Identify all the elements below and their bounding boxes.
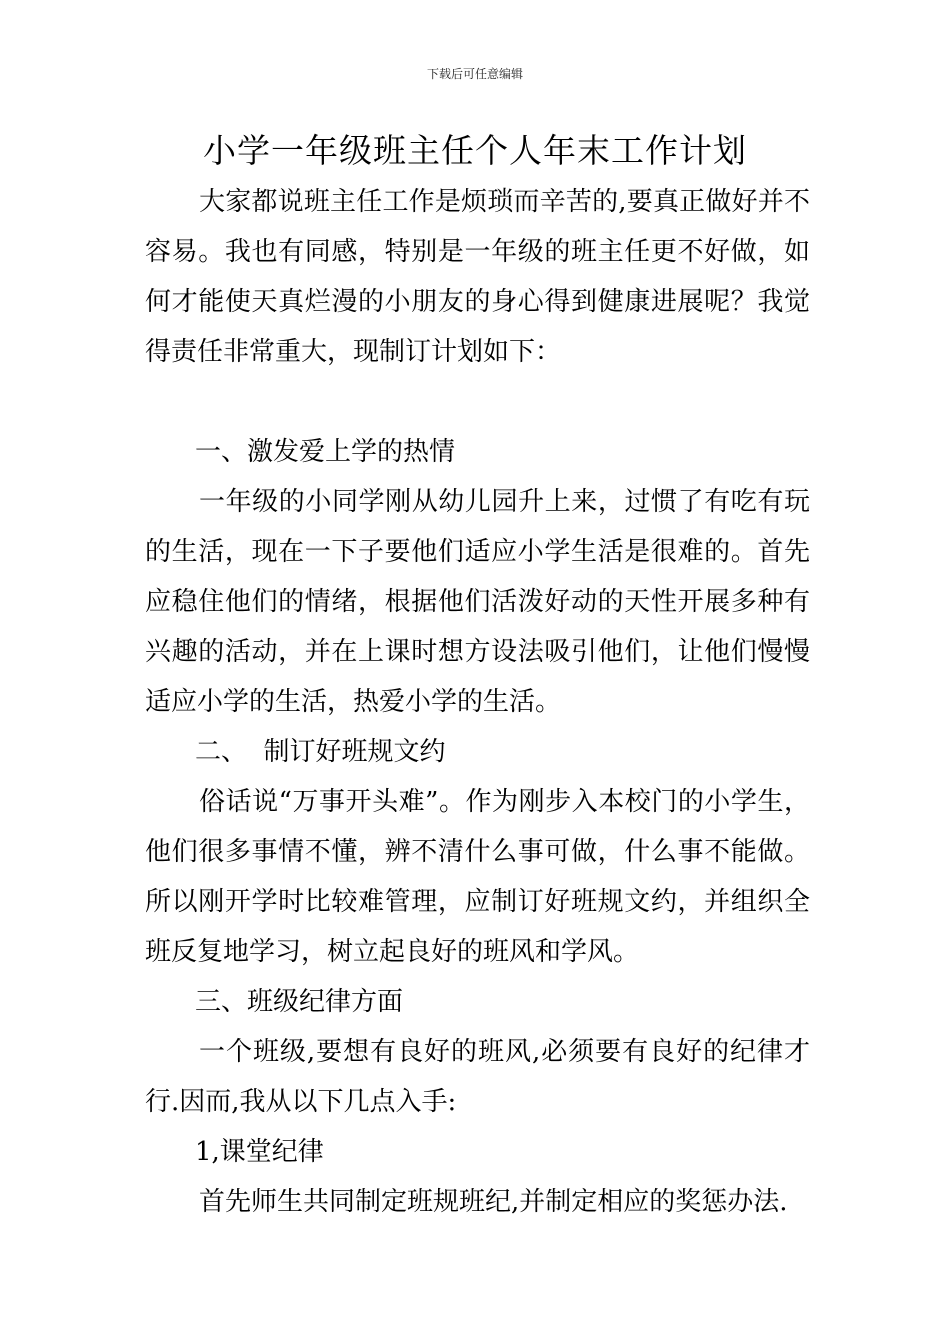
section-paragraph-3: 一个班级,要想有良好的班风,必须要有良好的纪律才行.因而,我从以下几点入手: — [145, 1037, 810, 1117]
subsection-paragraph-1: 首先师生共同制定班规班纪,并制定相应的奖惩办法. — [199, 1187, 788, 1217]
section-paragraph-2: 俗话说“万事开头难”。作为刚步入本校门的小学生，他们很多事情不懂，辨不清什么事可做，什么事不能做。所以刚开学时比较难管理，应制订好班规文约，并组织全班反复地学习，树立起良好的班风和学风。 — [145, 787, 810, 967]
paragraph-spacer — [145, 377, 810, 427]
section-heading-3: 三、班级纪律方面 — [195, 987, 404, 1017]
section-heading-1: 一、激发爱上学的热情 — [195, 437, 456, 467]
document-body — [145, 177, 810, 1227]
header-note: 下载后可任意编辑 — [426, 67, 523, 81]
intro-paragraph: 大家都说班主任工作是烦琐而辛苦的,要真正做好并不容易。我也有同感，特别是一年级的班主任更不好做，如何才能使天真烂漫的小朋友的身心得到健康进展呢？我觉得责任非常重大，现制订计划如下： — [145, 187, 810, 367]
section-heading-2: 二、 制订好班规文约 — [195, 737, 446, 767]
section-paragraph-1: 一年级的小同学刚从幼儿园升上来，过惯了有吃有玩的生活，现在一下子要他们适应小学生活是很难的。首先应稳住他们的情绪，根据他们活泼好动的天性开展多种有兴趣的活动，并在上课时想方设法吸引他们，让他们慢慢适应小学的生活，热爱小学的生活。 — [145, 487, 810, 717]
subsection-heading-1: 1,课堂纪律 — [195, 1137, 324, 1167]
document-title: 小学一年级班主任个人年末工作计划 — [203, 131, 747, 170]
